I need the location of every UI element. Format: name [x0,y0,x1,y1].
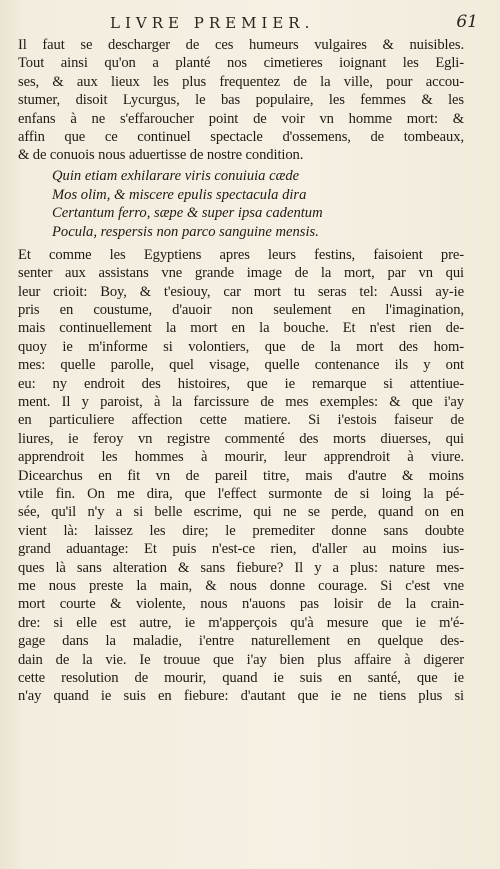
text-line: leur crioit: Boy, & t'esiouy, car mort tu seras tel: Aussi ay-ie [18,283,464,300]
text-line: vtile fin. On me dira, que l'effect surmonte de si loing la pé- [18,486,464,502]
text-line: me nous preste la main, & nous donne courage. Si c'est vne [18,577,464,594]
verse-line: Quin etiam exhilarare viris conuiuia cæde [52,167,300,184]
text-line: pris en coustume, d'auoir non seulement en l'imagination, [18,302,464,319]
text-line: mort courte & violente, nous n'auons pas loisir de la crain- [18,596,464,613]
text-line: grand aduantage: Et puis n'est-ce rien, d'aller au moins ius- [18,541,464,558]
text-line: eu: ny endroit des histoires, que ie remarque si attentiue- [18,375,464,392]
text-line: stumer, disoit Lycurgus, le bas populaire, les femmes & les [18,92,464,109]
text-line: liures, ie feroy vn registre commenté des morts diuerses, qui [18,430,464,447]
text-line: vient là: laissez les dire; le premediter donne sans doubte [18,522,464,539]
text-line: en particuliere affection cette matiere. Si i'estois faiseur de [18,412,464,429]
text-line: sée, qu'il n'y a si belle escrime, qui ne se perde, quand on en [18,504,464,521]
text-line: n'ay quand ie suis en fiebure: d'autant que ie ne tiens plus si [18,688,464,705]
text-line: Tout ainsi qu'on a planté nos cimetieres ioignant les Egli- [18,55,464,72]
text-line: enfans à ne s'effaroucher point de voir vn homme mort: & [18,110,464,127]
text-line: apprendroit les hommes à mourir, leur apprendroit à viure. [18,449,464,466]
text-line: Il faut se descharger de ces humeurs vulgaires & nuisibles. [18,37,464,53]
text-block [18,36,464,706]
text-line: senter aux assistans vne grande image de la mort, par vn qui [18,265,464,282]
paragraph-1 [18,36,464,165]
text-line: quoy ie m'informe si volontiers, que de la mort des hom- [18,338,464,355]
text-line: cette resolution de mourir, quand ie suis en santé, que ie [18,669,464,686]
text-line: dre: si elle est autre, ie m'apperçois qu'à mesure que ie m'é- [18,614,464,631]
text-line: mes: quelle parolle, quel visage, quelle contenance ils y ont [18,357,464,374]
page-header [40,12,480,38]
latin-verse-quotation [18,167,464,242]
text-line: ques là sans alteration & sans fiebure? Il y a plus: nature mes- [18,559,464,576]
text-line: gage dans la maladie, i'entre naturellement en quelque des- [18,633,464,650]
text-line: Dicearchus en fit vn de pareil titre, mais d'autre & moins [18,467,464,484]
paragraph-2 [18,246,464,706]
verse-line: Pocula, respersis non parco sanguine mensis. [52,224,319,241]
verse-line: Certantum ferro, sæpe & super ipsa cadentum [52,205,323,222]
text-line: Et comme les Egyptiens apres leurs festins, faisoient pre- [18,246,464,263]
text-line: ment. Il y paroist, à la farcissure de mes exemples: & que i'ay [18,394,464,411]
text-line: affin que ce continuel spectacle d'ossemens, de tombeaux, [18,128,464,145]
running-head: LIVRE PREMIER. [110,14,315,32]
page-number: 61 [456,12,478,32]
text-line: mais continuellement la mort en la bouche. Et n'est rien de- [18,320,464,337]
verse-line: Mos olim, & miscere epulis spectacula dira [52,186,307,203]
text-line: & de conuois nous aduertisse de nostre condition. [18,147,304,164]
text-line: dain de la vie. Ie trouue que i'ay bien plus affaire à digerer [18,651,464,668]
text-line: ses, & aux lieux les plus frequentez de la ville, pour accou- [18,73,464,90]
